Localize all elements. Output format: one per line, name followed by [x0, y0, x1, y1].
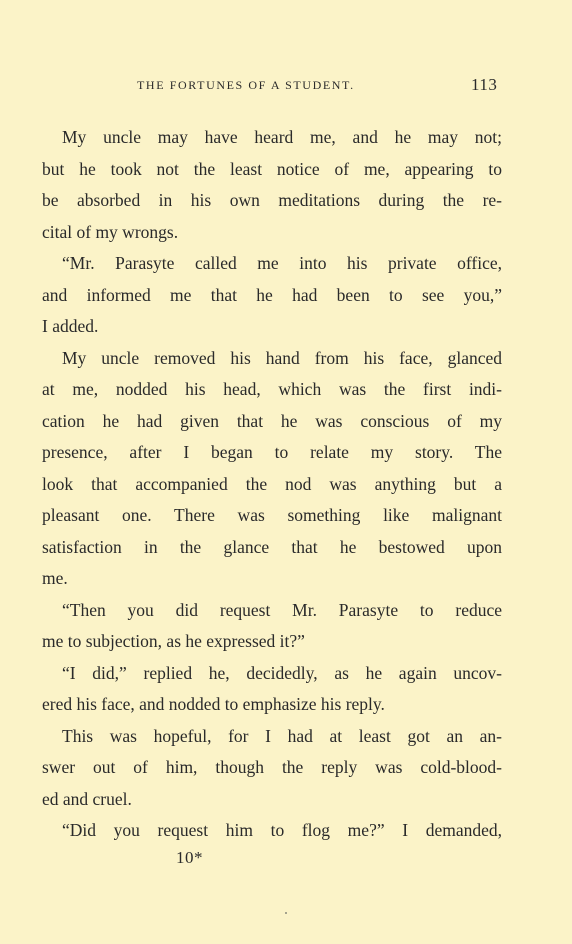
text-line: be absorbed in his own meditations during the re- — [42, 190, 502, 210]
text-line: me to subjection, as he expressed it?” — [42, 631, 305, 651]
body-text — [42, 122, 502, 847]
text-line: cation he had given that he was conscious of my — [42, 410, 502, 431]
text-line: “Did you request him to flog me?” I demanded, — [62, 820, 502, 840]
text-line: swer out of him, though the reply was cold-blood- — [42, 757, 502, 777]
text-line: satisfaction in the glance that he bestowed upon — [42, 536, 502, 557]
text-line: presence, after I began to relate my story. The — [42, 442, 502, 462]
text-line: cital of my wrongs. — [42, 221, 179, 242]
text-line: me. — [42, 568, 68, 588]
text-line: I added. — [42, 316, 99, 336]
page-number: 113 — [471, 75, 498, 94]
text-line: look that accompanied the nod was anything but a — [42, 473, 502, 494]
text-line: ered his face, and nodded to emphasize his reply. — [42, 694, 385, 714]
text-line: at me, nodded his head, which was the first indi- — [42, 379, 502, 399]
text-line: but he took not the least notice of me, appearing to — [42, 158, 502, 179]
text-line: “Mr. Parasyte called me into his private office, — [62, 253, 502, 273]
text-line: “Then you did request Mr. Parasyte to reduce — [62, 599, 502, 620]
text-line: This was hopeful, for I had at least got an an- — [62, 725, 502, 746]
text-line: and informed me that he had been to see you,” — [42, 284, 502, 305]
signature-mark: 10* — [176, 848, 203, 867]
text-line: ed and cruel. — [42, 788, 132, 809]
text-line: “I did,” replied he, decidedly, as he again uncov- — [62, 662, 502, 683]
page-speck — [285, 912, 287, 914]
text-line: My uncle removed his hand from his face, glanced — [62, 347, 502, 368]
text-line: My uncle may have heard me, and he may not; — [62, 127, 502, 147]
running-head-title: THE FORTUNES OF A STUDENT. — [137, 78, 355, 92]
text-line: pleasant one. There was something like malignant — [42, 505, 502, 525]
